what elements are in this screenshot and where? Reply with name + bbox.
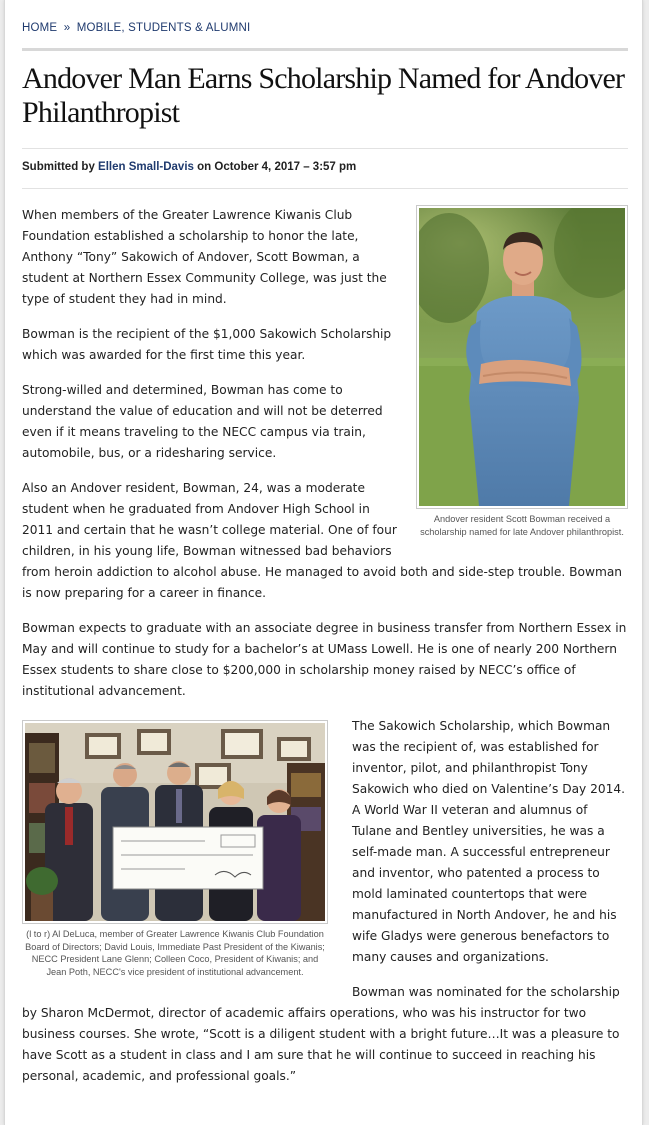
breadcrumb-section-link[interactable]: MOBILE, STUDENTS & ALUMNI (76, 22, 251, 34)
group-image (25, 723, 325, 921)
paragraph-3: Strong-willed and determined, Bowman has come to understand the value of education and will not be deterred even if it means traveling to the NECC campus via train, automobile, bus, or a ridesharing service. (22, 383, 383, 460)
breadcrumb-separator: » (63, 22, 71, 34)
paragraph-7: Bowman was nominated for the scholarship by Sharon McDermot, director of academic affairs operations, who was his instructor for two business courses. She wrote, “Scott is a diligent student with a bright future…It was a pleasure to have Scott as a student in class and I am sure that he will continue to succeed in reaching his personal, academic, and professional goals.” (22, 985, 620, 1083)
portrait-figure (416, 205, 628, 538)
byline-date: on October 4, 2017 – 3:57 pm (197, 161, 357, 173)
group-caption: (l to r) Al DeLuca, member of Greater Lawrence Kiwanis Club Foundation Board of Directors; David Louis, Immediate Past President of the Kiwanis; NECC President Lane Glenn; Colleen Coco, President of Kiwanis; and Jean Poth, NECC's vice president of institutional advancement. (25, 929, 325, 977)
paragraph-6: The Sakowich Scholarship, which Bowman was the recipient of, was established for inventor, pilot, and philanthropist Tony Sakowich who died on Valentine’s Day 2014. A World War II veteran and alumnus of Tulane and Bentley universities, he was a self-made man. A successful entrepreneur and inventor, who patented a process to mold laminated countertops that were manufactured in North Andover, he and his wife Gladys were generous benefactors to many causes and organizations. (352, 719, 626, 964)
portrait-caption: Andover resident Scott Bowman received a scholarship named for late Andover philanthropist. (420, 514, 624, 537)
group-photo[interactable] (22, 720, 328, 924)
article-page (4, 0, 643, 1125)
paragraph-4: Also an Andover resident, Bowman, 24, was a moderate student when he graduated from Andover High School in 2011 and certain that he wasn’t college material. One of four children, in his young life, Bowman witnessed bad behaviors from heroin addiction to alcohol abuse. He managed to avoid both and side-step trouble. Bowman is now preparing for a career in finance. (22, 481, 623, 600)
title-divider (22, 148, 628, 149)
paragraph-5: Bowman expects to graduate with an associate degree in business transfer from Northern Essex in May and will continue to study for a bachelor’s at UMass Lowell. He is one of nearly 200 Northern Essex students to share close to $200,000 in scholarship money raised by NECC’s office of institutional advancement. (22, 621, 627, 698)
breadcrumb (22, 22, 250, 34)
author-link[interactable]: Ellen Small-Davis (98, 161, 194, 173)
portrait-photo[interactable] (416, 205, 628, 509)
byline-prefix: Submitted by (22, 161, 95, 173)
paragraph-2: Bowman is the recipient of the $1,000 Sakowich Scholarship which was awarded for the first time this year. (22, 327, 392, 362)
top-divider (22, 48, 628, 51)
breadcrumb-home-link[interactable]: HOME (22, 22, 58, 34)
group-figure (22, 720, 328, 978)
paragraph-1: When members of the Greater Lawrence Kiwanis Club Foundation established a scholarship to honor the late, Anthony “Tony” Sakowich of Andover, Scott Bowman, a student at Northern Essex Community College, was just the type of student they had in mind. (22, 208, 387, 306)
byline (22, 161, 356, 173)
article-body (22, 205, 628, 1101)
byline-divider (22, 188, 628, 189)
page-title: Andover Man Earns Scholarship Named for Andover Philanthropist (22, 62, 625, 129)
portrait-image (419, 208, 625, 506)
